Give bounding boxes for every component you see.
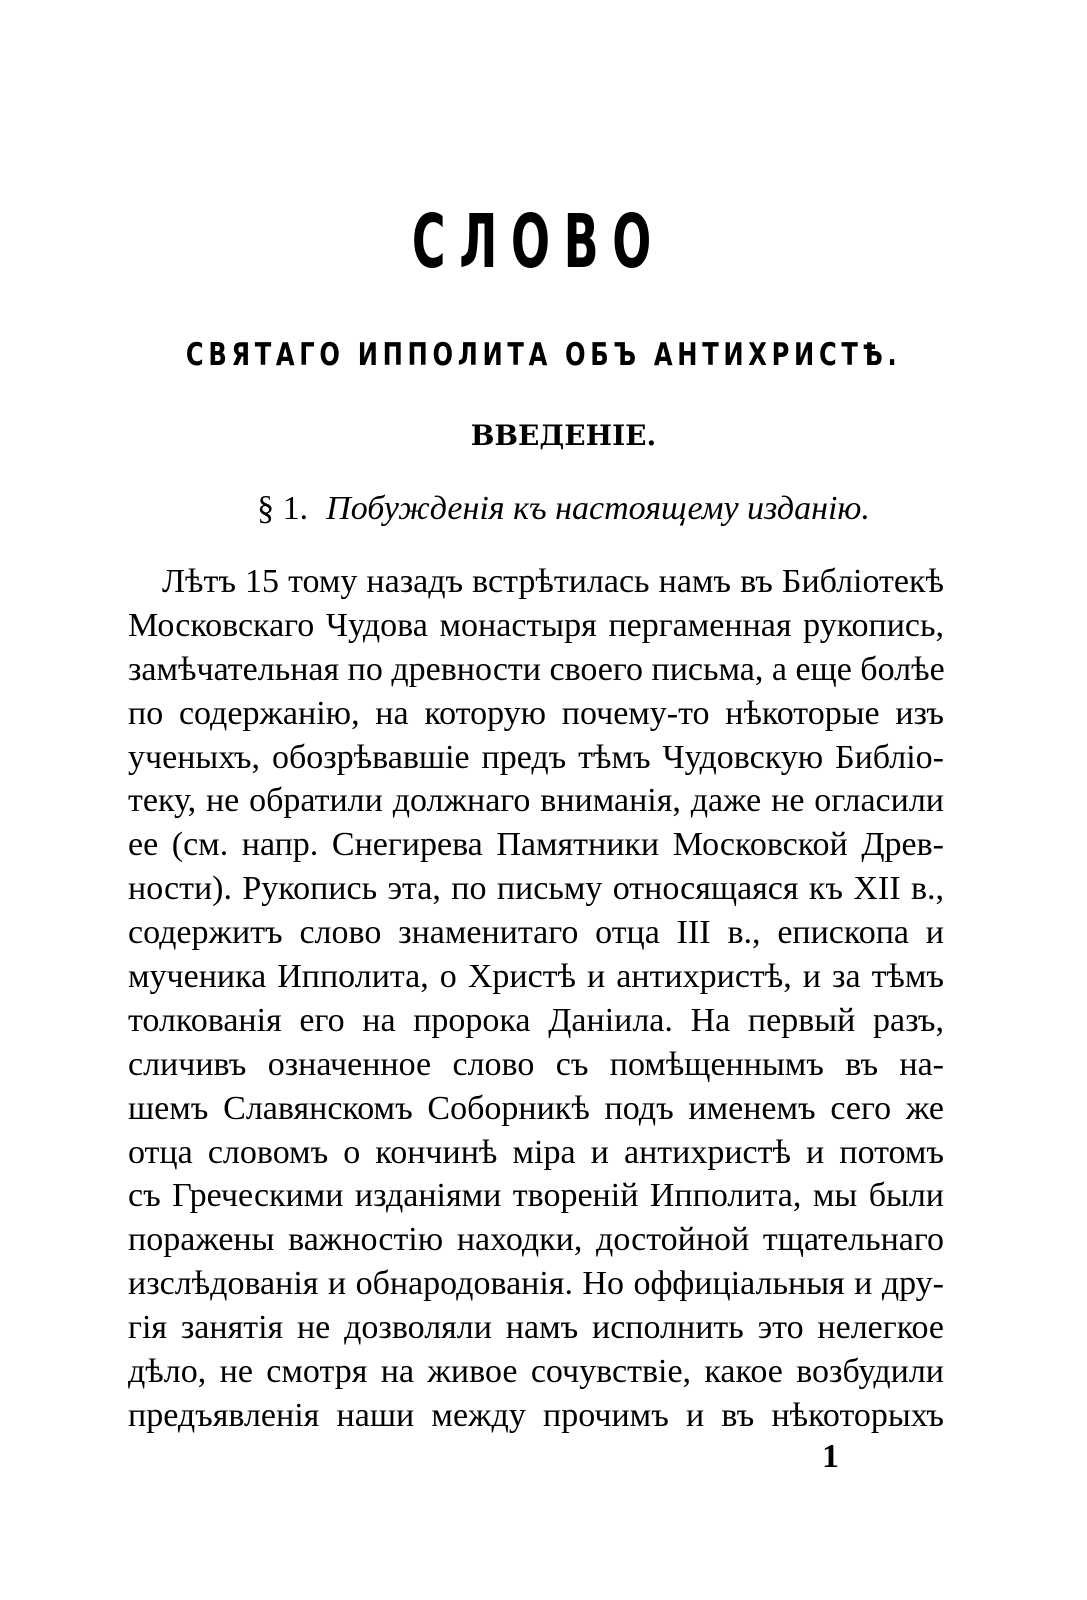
text-line: ученыхъ, обозрѣвавшіе предъ тѣмъ Чудовскую Библіо-: [128, 738, 944, 776]
text-line: гія занятія не дозволяли намъ исполнить это нелегкое: [128, 1309, 944, 1347]
intro-heading: ВВЕДЕНІЕ.: [470, 419, 657, 452]
text-line: ности). Рукопись эта, по письму относящаяся къ XII в.,: [128, 870, 944, 908]
page-title: СЛОВО: [411, 199, 665, 285]
text-line: по содержанію, на которую почему-то нѣкоторые изъ: [128, 694, 944, 732]
text-line: ее (см. напр. Снегирева Памятники Московской Древ-: [128, 826, 944, 864]
text-line: дѣло, не смотря на живое сочувствіе, какое возбудили: [128, 1353, 944, 1391]
text-line: замѣчательная по древности своего письма, а еще болѣе: [128, 650, 945, 688]
text-line: Московскаго Чудова монастыря пергаменная рукопись,: [128, 606, 944, 644]
text-line: шемъ Славянскомъ Соборникѣ подъ именемъ сего же: [128, 1089, 944, 1127]
text-line: толкованія его на пророка Даніила. На первый разъ,: [128, 1001, 944, 1039]
text-line: мученика Ипполита, о Христѣ и антихристѣ, и за тѣмъ: [128, 958, 944, 996]
section-number: § 1.: [257, 490, 309, 527]
text-line: теку, не обратили должнаго вниманія, даже не огласили: [128, 782, 944, 820]
page-number: 1: [822, 1438, 839, 1475]
subtitle-text: СВЯТАГО ИППОЛИТА ОБЪ АНТИХРИСТѢ.: [185, 337, 902, 373]
text-line: поражены важностію находки, достойной тщательнаго: [128, 1221, 944, 1259]
body-text: [128, 560, 944, 1438]
text-line: предъявленія наши между прочимъ и въ нѣкоторыхъ: [128, 1396, 944, 1434]
text-line: съ Греческими изданіями твореній Ипполита, мы были: [128, 1177, 944, 1215]
text-line: сличивъ означенное слово съ помѣщеннымъ въ на-: [128, 1045, 944, 1083]
text-line: отца словомъ о кончинѣ міра и антихристѣ и потомъ: [128, 1133, 944, 1171]
section-heading: [0, 491, 1087, 526]
text-line: содержитъ слово знаменитаго отца III в., епископа и: [128, 914, 944, 952]
text-line: изслѣдованія и обнародованія. Но оффиціальныя и дру-: [128, 1265, 944, 1303]
section-title: Побужденія къ настоящему изданію.: [326, 490, 870, 527]
page-subtitle: [0, 337, 1087, 373]
text-line: Лѣтъ 15 тому назадъ встрѣтилась намъ въ Библіотекѣ: [162, 563, 944, 600]
